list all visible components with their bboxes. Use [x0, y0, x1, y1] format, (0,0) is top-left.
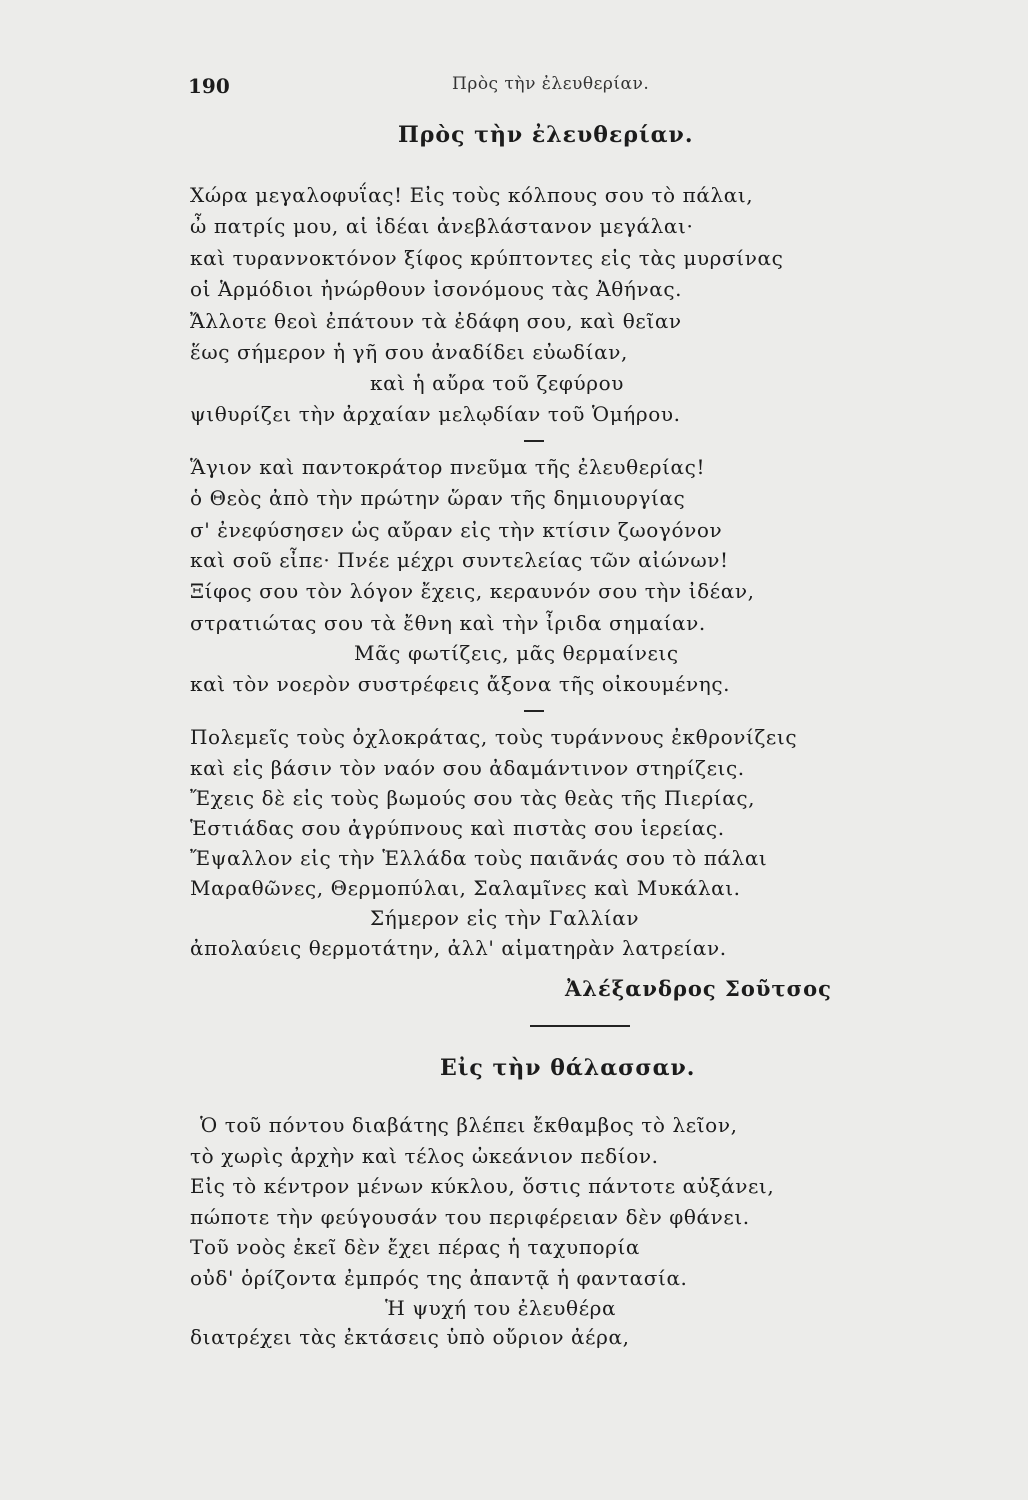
verse-line: Ξίφος σου τὸν λόγον ἔχεις, κεραυνόν σου τὴν ἰδέαν, [190, 579, 755, 603]
verse-line: Πολεμεῖς τοὺς ὀχλοκράτας, τοὺς τυράννους ἐκθρονίζεις [190, 725, 798, 749]
verse-line: σ' ἐνεφύσησεν ὡς αὔραν εἰς τὴν κτίσιν ζωογόνον [190, 518, 723, 542]
verse-line: ἕως σήμερον ἡ γῆ σου ἀναδίδει εὐωδίαν, [190, 340, 628, 364]
verse-line: Ἡ ψυχή του ἐλευθέρα [385, 1296, 617, 1320]
verse-line: καὶ τὸν νοερὸν συστρέφεις ἄξονα τῆς οἰκουμένης. [190, 672, 731, 696]
verse-line: ἀπολαύεις θερμοτάτην, ἀλλ' αἱματηρὰν λατρείαν. [190, 936, 727, 960]
verse-line: Μαραθῶνες, Θερμοπύλαι, Σαλαμῖνες καὶ Μυκάλαι. [190, 876, 741, 900]
verse-line: ὁ Θεὸς ἀπὸ τὴν πρώτην ὥραν τῆς δημιουργίας [190, 486, 686, 510]
stanza-divider [524, 710, 544, 712]
running-header: Πρὸς τὴν ἐλευθερίαν. [452, 74, 650, 94]
verse-line: ὦ πατρίς μου, αἱ ἰδέαι ἀνεβλάστανον μεγάλαι· [190, 214, 694, 238]
verse-line: διατρέχει τὰς ἐκτάσεις ὑπὸ οὔριον ἀέρα, [190, 1325, 630, 1349]
verse-line: καὶ τυραννοκτόνον ξίφος κρύπτοντες εἰς τὰς μυρσίνας [190, 246, 784, 270]
verse-line: ψιθυρίζει τὴν ἀρχαίαν μελῳδίαν τοῦ Ὁμήρου. [190, 402, 681, 426]
verse-line: καὶ σοῦ εἶπε· Πνέε μέχρι συντελείας τῶν αἰώνων! [190, 548, 729, 572]
verse-line: στρατιώτας σου τὰ ἔθνη καὶ τὴν ἶριδα σημαίαν. [190, 611, 706, 635]
verse-line: Χώρα μεγαλοφυΐας! Εἰς τοὺς κόλπους σου τὸ πάλαι, [190, 183, 754, 207]
verse-line: οὐδ' ὁρίζοντα ἐμπρός της ἀπαντᾷ ἡ φαντασία. [190, 1266, 688, 1290]
poem-title: Πρὸς τὴν ἐλευθερίαν. [398, 122, 694, 148]
verse-line: οἱ Ἁρμόδιοι ἠνώρθουν ἰσονόμους τὰς Ἀθήνας. [190, 277, 683, 301]
verse-line: Ἔψαλλον εἰς τὴν Ἑλλάδα τοὺς παιᾶνάς σου τὸ πάλαι [190, 846, 768, 870]
verse-line: Μᾶς φωτίζεις, μᾶς θερμαίνεις [354, 641, 679, 665]
verse-line: Ἔχεις δὲ εἰς τοὺς βωμούς σου τὰς θεὰς τῆς Πιερίας, [190, 786, 756, 810]
verse-line: Ἑστιάδας σου ἀγρύπνους καὶ πιστὰς σου ἱερείας. [190, 816, 725, 840]
verse-line: Τοῦ νοὸς ἐκεῖ δὲν ἔχει πέρας ἡ ταχυπορία [190, 1235, 640, 1259]
verse-line: καὶ ἡ αὔρα τοῦ ζεφύρου [370, 371, 624, 395]
verse-line: Σήμερον εἰς τὴν Γαλλίαν [370, 906, 640, 930]
verse-line: Ὁ τοῦ πόντου διαβάτης βλέπει ἔκθαμβος τὸ λεῖον, [200, 1113, 738, 1137]
poem-title: Εἰς τὴν θάλασσαν. [440, 1055, 696, 1081]
section-rule [530, 1025, 630, 1027]
verse-line: πώποτε τὴν φεύγουσάν του περιφέρειαν δὲν φθάνει. [190, 1205, 750, 1229]
verse-line: Εἰς τὸ κέντρον μένων κύκλου, ὅστις πάντοτε αὐξάνει, [190, 1174, 775, 1198]
verse-line: Ἅγιον καὶ παντοκράτορ πνεῦμα τῆς ἐλευθερίας! [190, 455, 706, 479]
verse-line: Ἄλλοτε θεοὶ ἐπάτουν τὰ ἐδάφη σου, καὶ θεῖαν [190, 309, 682, 333]
verse-line: τὸ χωρὶς ἀρχὴν καὶ τέλος ὠκεάνιον πεδίον. [190, 1144, 659, 1168]
verse-line: καὶ εἰς βάσιν τὸν ναόν σου ἀδαμάντινον στηρίζεις. [190, 756, 745, 780]
page-number: 190 [188, 74, 230, 98]
poem-author: Ἀλέξανδρος Σοῦτσος [565, 976, 832, 1001]
stanza-divider [524, 440, 544, 442]
